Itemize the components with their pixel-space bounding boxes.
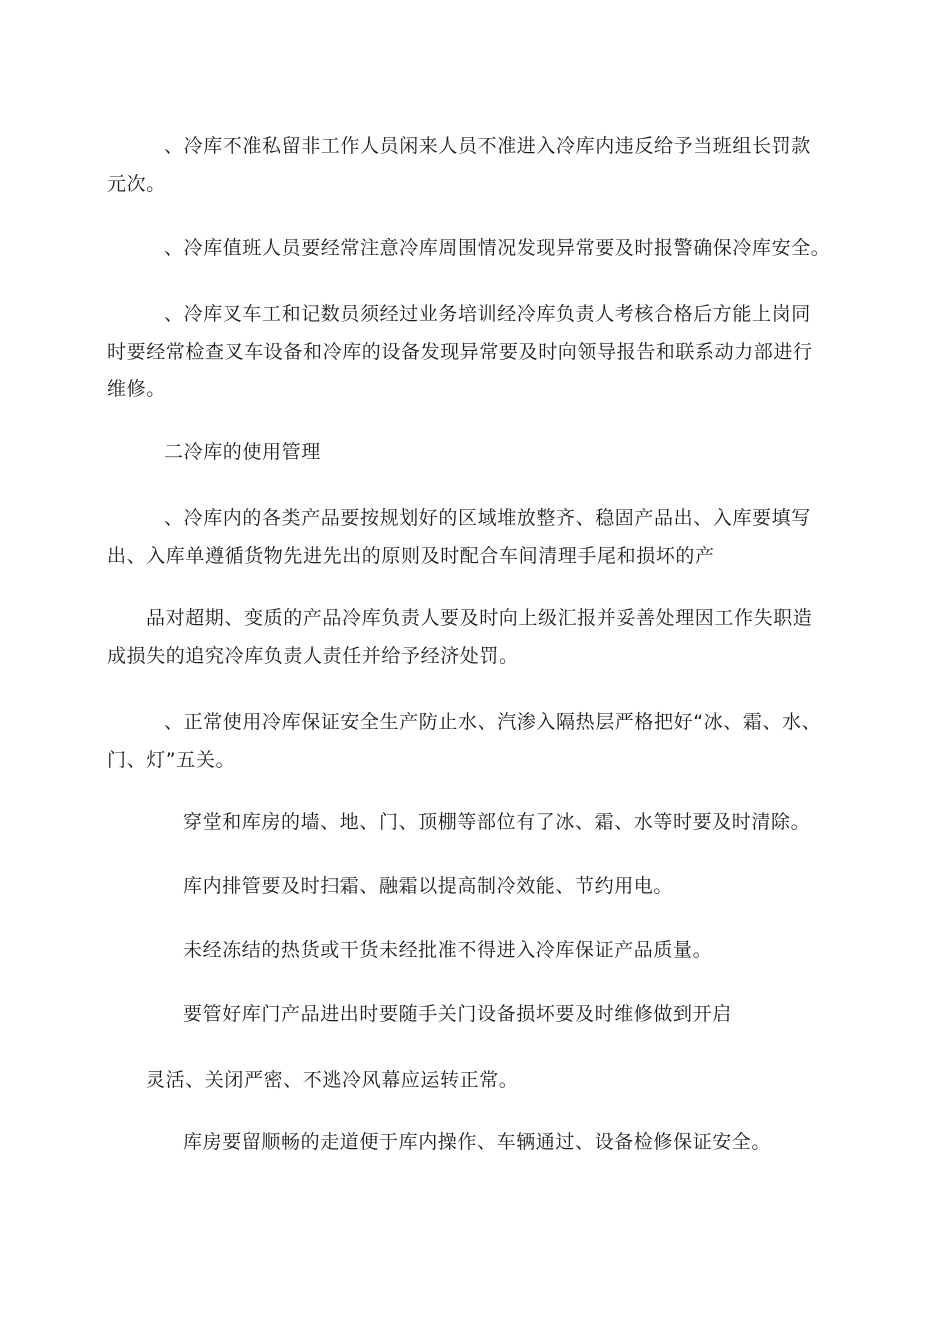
item-pipes: 库内排管要及时扫霜、融霜以提高制冷效能、节约用电。 [183, 875, 674, 897]
rule-3-line-3: 维修。 [107, 378, 166, 400]
item-aisle: 库房要留顺畅的走道便于库内操作、车辆通过、设备检修保证安全。 [183, 1131, 772, 1153]
rule-4-line-1: 、冷库内的各类产品要按规划好的区域堆放整齐、稳固产品出、入库要填写 [164, 507, 811, 529]
rule-1-line-1: 、冷库不准私留非工作人员闲来人员不准进入冷库内违反给予当班组长罚款 [164, 135, 811, 157]
item-passage: 穿堂和库房的墙、地、门、顶棚等部位有了冰、霜、水等时要及时清除。 [183, 811, 811, 833]
rule-3-line-1: 、冷库叉车工和记数员须经过业务培训经冷库负责人考核合格后方能上岗同 [164, 303, 811, 325]
rule-4-line-4: 成损失的追究冷库负责人责任并给予经济处罚。 [107, 645, 519, 667]
rule-5-line-1: 、正常使用冷库保证安全生产防止水、汽渗入隔热层严格把好“冰、霜、水、 [164, 711, 822, 733]
item-door-line-1: 要管好库门产品进出时要随手关门设备损坏要及时维修做到开启 [183, 1003, 732, 1025]
item-door-line-2: 灵活、关闭严密、不逃冷风幕应运转正常。 [146, 1069, 519, 1091]
rule-1-line-2: 元次。 [107, 173, 166, 195]
rule-3-line-2: 时要经常检查叉车设备和冷库的设备发现异常要及时向领导报告和联系动力部进行 [107, 341, 813, 363]
rule-5-line-2: 门、灯”五关。 [107, 749, 236, 771]
rule-4-line-3: 品对超期、变质的产品冷库负责人要及时向上级汇报并妥善处理因工作失职造 [146, 607, 813, 629]
rule-2-line-1: 、冷库值班人员要经常注意冷库周围情况发现异常要及时报警确保冷库安全。 [164, 237, 831, 259]
section-heading: 二冷库的使用管理 [164, 441, 321, 463]
rule-4-line-2: 出、入库单遵循货物先进先出的原则及时配合车间清理手尾和损坏的产 [107, 545, 715, 567]
item-goods: 未经冻结的热货或干货未经批准不得进入冷库保证产品质量。 [183, 939, 713, 961]
